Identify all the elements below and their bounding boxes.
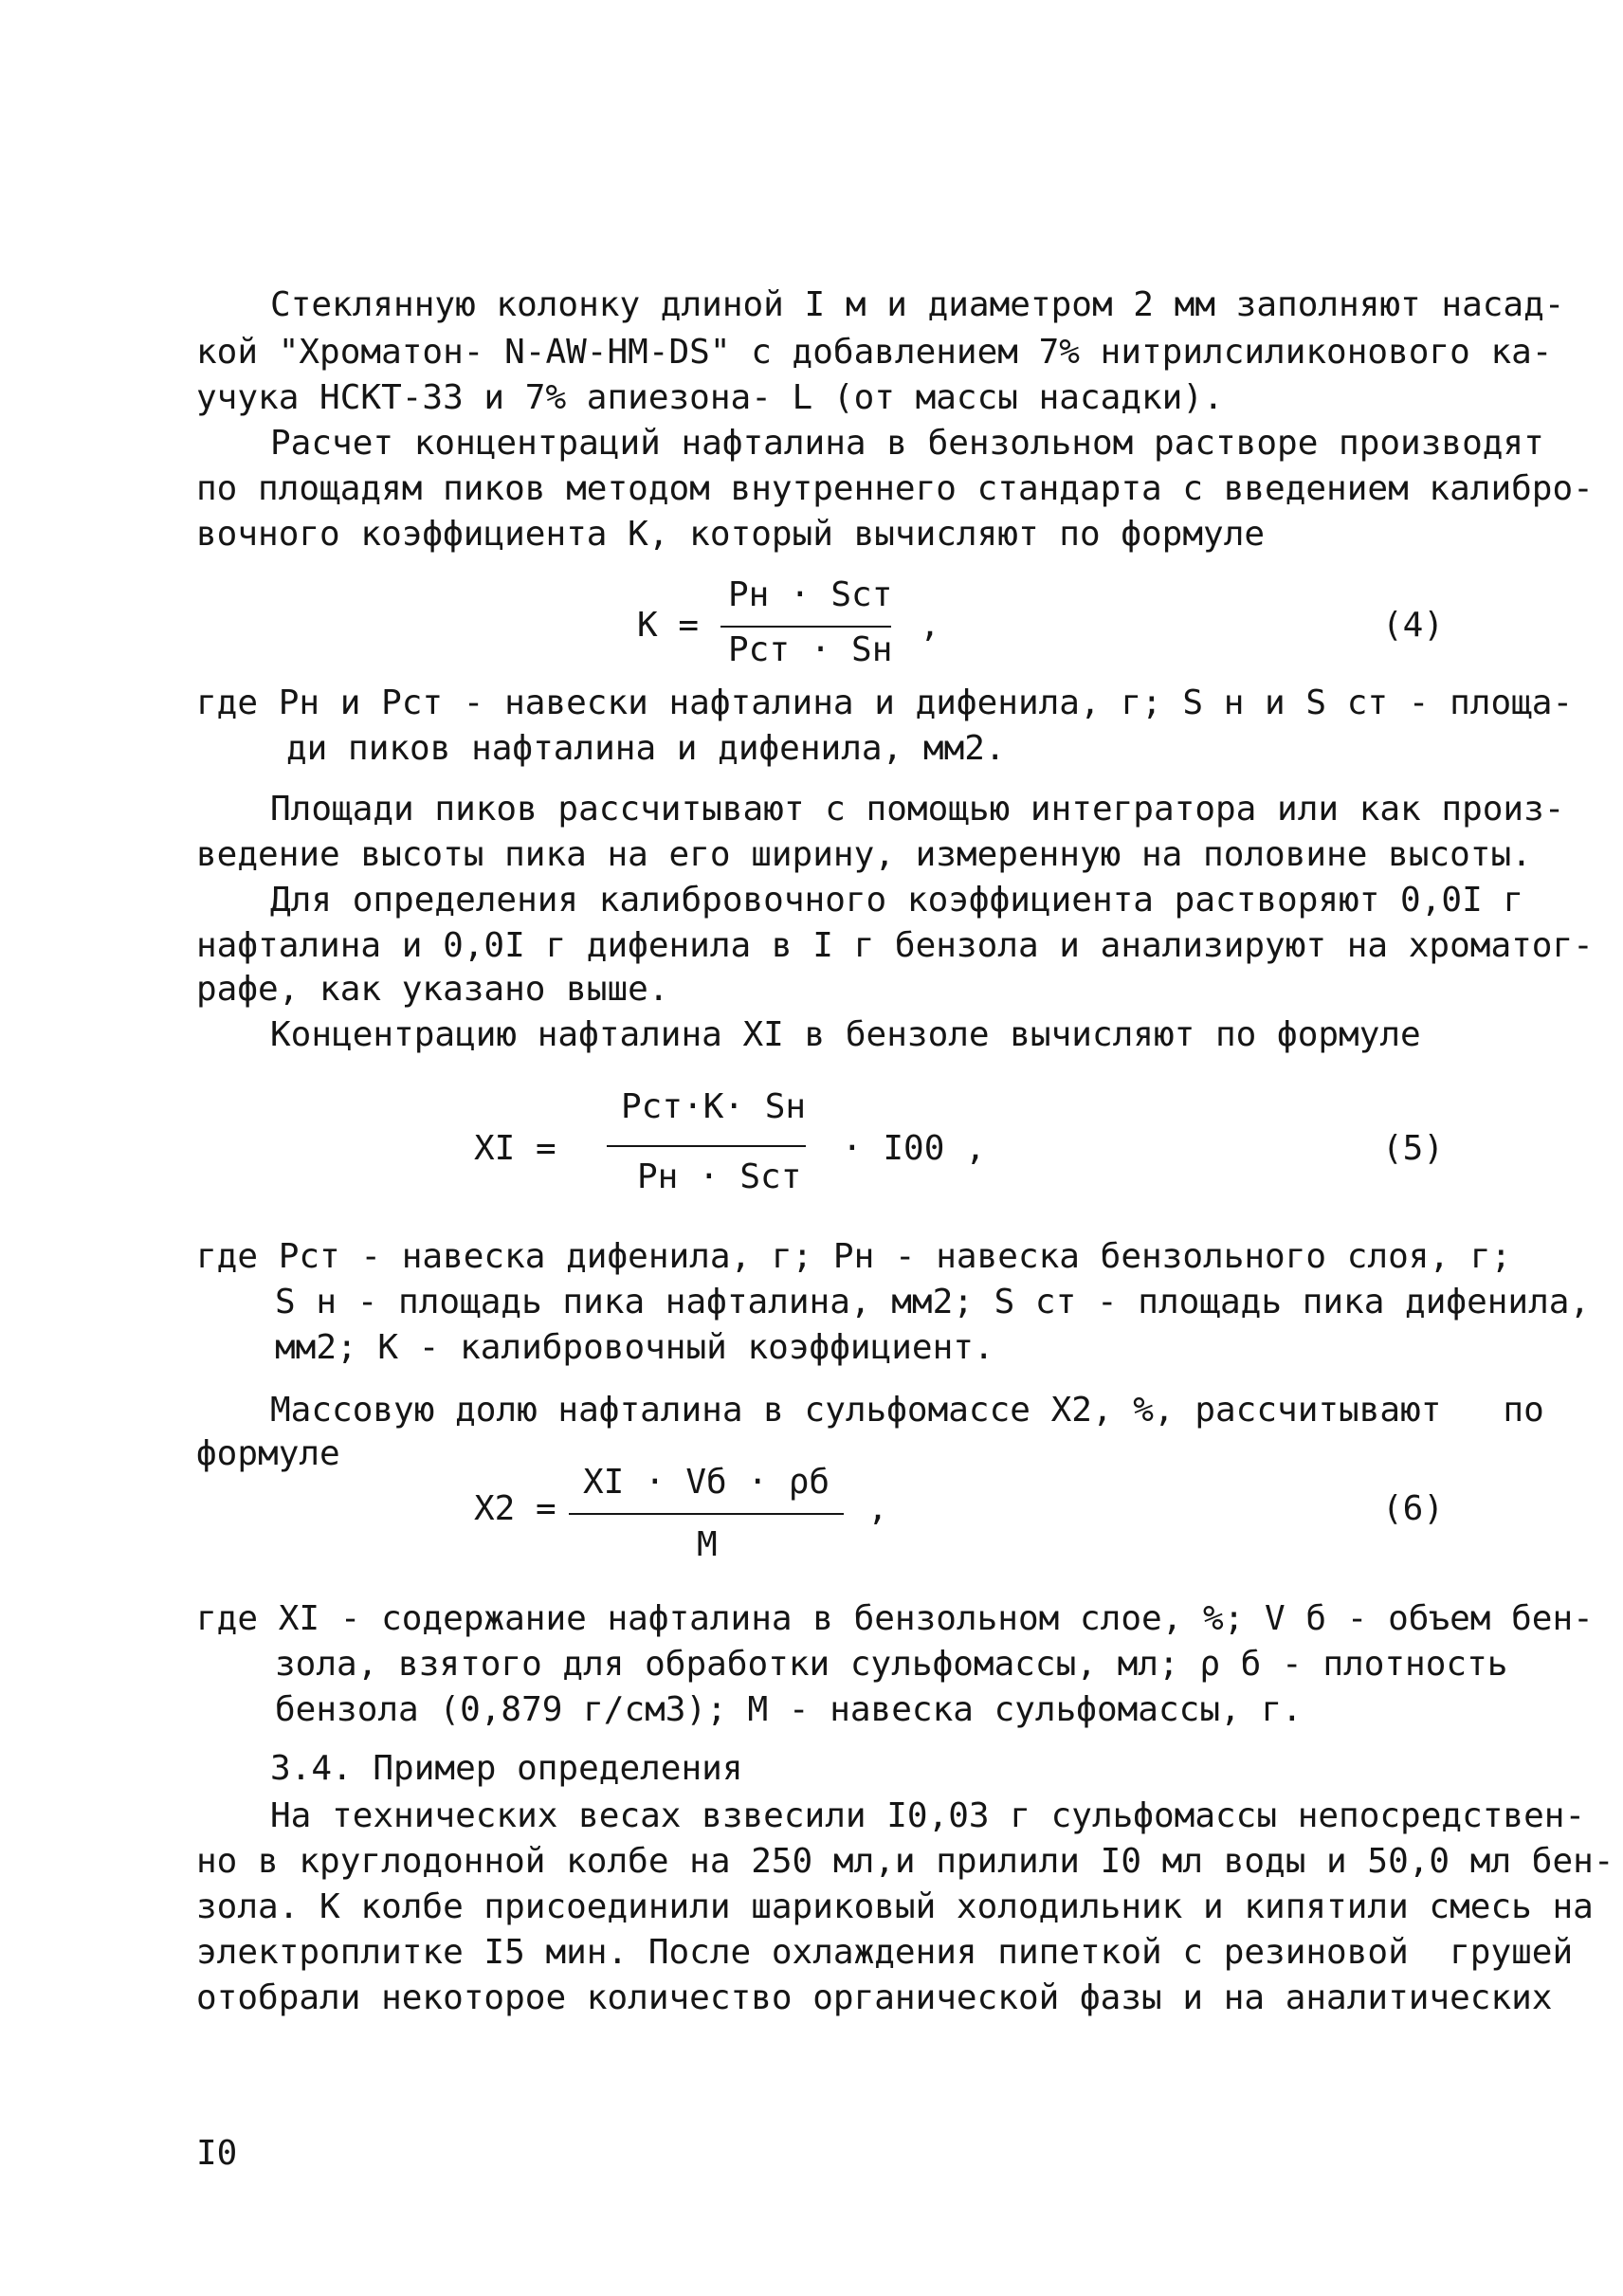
text-line: отобрали некоторое количество органической фазы и на аналитических (196, 1978, 1553, 2017)
formula-numerator: XI · Vб · ρб (583, 1463, 830, 1502)
text-line: вочного коэффициента К, который вычисляют по формуле (196, 515, 1266, 554)
text-line: по площадям пиков методом внутреннего стандарта с введением калибро- (196, 469, 1594, 508)
text-line: но в круглодонной колбе на 250 мл,и прилили I0 мл воды и 50,0 мл бен- (196, 1842, 1614, 1881)
formula-tail: , (867, 1489, 888, 1528)
text-line: учука НСКТ-33 и 7% апиезона- L (от массы насадки). (196, 378, 1224, 417)
text-line: формуле (196, 1434, 340, 1473)
formula-denominator: Pн · Sст (637, 1157, 802, 1196)
formula-lhs: X2 = (474, 1489, 556, 1528)
text-line: где Pст - навеска дифенила, г; Pн - навеска бензольного слоя, г; (196, 1237, 1512, 1276)
text-line: Расчет концентраций нафталина в бензольном растворе производят (270, 424, 1544, 463)
text-line: рафе, как указано выше. (196, 970, 669, 1009)
formula-numerator: Pн · Sст (728, 575, 893, 614)
page-number: I0 (196, 2134, 238, 2173)
text-line: Стеклянную колонку длиной I м и диаметром 2 мм заполняют насад- (270, 285, 1565, 324)
section-heading: 3.4. Пример определения (270, 1749, 743, 1788)
text-line: нафталина и 0,0I г дифенила в I г бензола и анализируют на хроматог- (196, 926, 1594, 965)
fraction-bar (569, 1513, 844, 1515)
formula-denominator: Pст · Sн (728, 630, 893, 669)
text-line: Массовую долю нафталина в сульфомассе X2, %, рассчитывают по (270, 1391, 1544, 1430)
text-line: Концентрацию нафталина XI в бензоле вычисляют по формуле (270, 1015, 1421, 1054)
text-line: мм2; К - калибровочный коэффициент. (275, 1328, 994, 1367)
text-line: где Pн и Pст - навески нафталина и дифенила, г; S н и S ст - площа- (196, 683, 1574, 722)
equation-number: (6) (1382, 1489, 1445, 1528)
text-line: S н - площадь пика нафталина, мм2; S ст - площадь пика дифенила, (275, 1283, 1591, 1321)
text-line: ведение высоты пика на его ширину, измеренную на половине высоты. (196, 835, 1532, 874)
text-line: электроплитке I5 мин. После охлаждения пипеткой с резиновой грушей (196, 1933, 1574, 1972)
text-line: кой "Хроматон- N-AW-HM-DS" с добавлением 7% нитрилсиликонового ка- (196, 333, 1553, 372)
formula-lhs: К = (637, 606, 700, 645)
formula-tail: , (920, 606, 940, 645)
equation-number: (4) (1382, 606, 1445, 645)
formula-numerator: Pст·К· Sн (621, 1087, 807, 1126)
text-line: Для определения калибровочного коэффициента растворяют 0,0I г (270, 881, 1524, 920)
equation-number: (5) (1382, 1129, 1445, 1168)
text-line: зола. К колбе присоединили шариковый холодильник и кипятили смесь на (196, 1887, 1594, 1926)
text-line: На технических весах взвесили I0,03 г сульфомассы непосредствен- (270, 1796, 1586, 1835)
fraction-bar (607, 1145, 806, 1147)
text-line: где XI - содержание нафталина в бензольном слое, %; V б - объем бен- (196, 1599, 1594, 1638)
text-line: бензола (0,879 г/см3); М - навеска сульфомассы, г. (275, 1690, 1303, 1729)
formula-lhs: XI = (474, 1129, 556, 1168)
formula-denominator: М (697, 1525, 718, 1564)
text-line: зола, взятого для обработки сульфомассы, мл; ρ б - плотность (275, 1645, 1508, 1684)
text-line: Площади пиков рассчитывают с помощью интегратора или как произ- (270, 790, 1565, 829)
text-line: ди пиков нафталина и дифенила, мм2. (286, 729, 1006, 768)
formula-tail: · I00 , (842, 1129, 986, 1168)
fraction-bar (720, 626, 891, 628)
